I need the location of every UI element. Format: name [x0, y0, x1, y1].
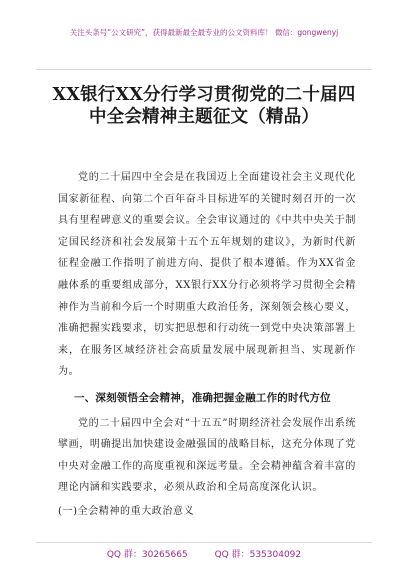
header-divider	[36, 69, 372, 70]
banner-text: 关注头条号“公文研究”，获得最新最全最专业的公文资料库！ 微信：gongwenyj	[69, 28, 339, 37]
paragraph-intro: 党的二十届四中全会是在我国迈上全面建设社会主义现代化国家新征程、向第二个百年奋斗目标进军的关键时刻召开的一次具有里程碑意义的重要会议。全会审议通过的《中共中央关于制定国民经济和社会发展第十五个五年规划的建议》，为新时代新征程金融工作指明了前进方向、提供了根本遵循。作为XX省金融体系的重要组成部分，XX银行XX分行必须将学习贯彻全会精神作为当前和今后一个时期重大政治任务，深刻领会核心要义，准确把握实践要求，切实把思想和行动统一到党中央决策部署上来，在服务区域经济社会高质量发展中展现新担当、实现新作为。	[58, 172, 356, 378]
document-body	[58, 167, 356, 523]
footer-qq-group-2: QQ 群：535304092	[214, 550, 302, 560]
paragraph-section-1: 党的二十届四中全会对“十五五”时期经济社会发展作出系统擘画，明确提出加快建设金融强国的战略目标，这充分体现了党中央对金融工作的高度重视和深远考量。全会精神蕴含着丰富的理论内涵和实践要求，必须从政治和全局高度深化认识。	[58, 417, 356, 494]
title-line-2: 中全会精神主题征文（精品）	[88, 107, 320, 127]
title-line-1: XX银行XX分行学习贯彻党的二十届四	[52, 85, 356, 105]
document-title	[40, 84, 368, 128]
section-heading-1: 一、深刻领悟全会精神，准确把握金融工作的时代方位	[74, 391, 331, 404]
subsection-heading-1: (一)全会精神的重大政治意义	[58, 505, 195, 517]
footer-divider	[36, 542, 372, 543]
footer	[0, 547, 408, 560]
promo-banner	[0, 0, 408, 70]
footer-qq-group-1: QQ 群：30265665	[106, 550, 188, 560]
